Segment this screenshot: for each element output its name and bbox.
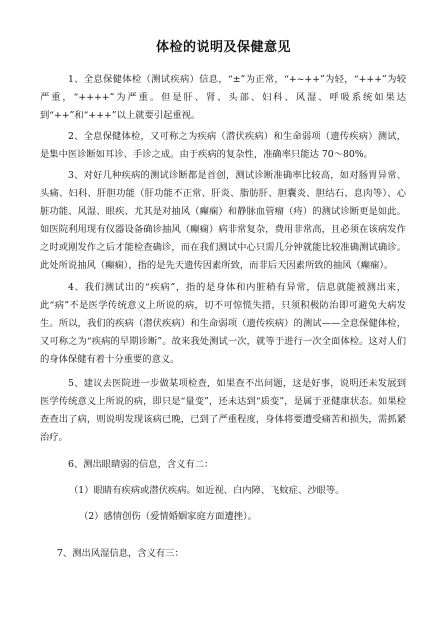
- paragraph-5: 5、建议去医院进一步做某项检查，如果查不出问题，这是好事，说明还未发展到医学传统意义上所说的病，即只是“量变”，还未达到“质变”，是属于亚健康状态。如果检查查出了病，则说明发现该病已晚，已到了严重程度，身体将要遭受痛苦和损失，需抓紧治疗。: [40, 378, 406, 443]
- paragraph-3: 3、对好几种疾病的测试诊断都是首创，测试诊断准确率比较高，如对肠胃异常、头痛、妇科、肝胆功能（肝功能不正常、肝炎、脂肪肝、胆囊炎、胆结石、息肉等）、心脏功能、风湿、眼疾、尤其是对抽风（癫痫）和静脉血管瘤（痔）的测试诊断更是如此。如医院利用现有仪器设备确诊抽风（癫痫）病非常复杂，费用非常高，且必须在该病发作之时或刚发作之后才能检查确诊，而在我们测试中心只需几分钟就能比较准确测试确诊。此处所说抽风（癫痫），指的是先天遗传因素所致，而非后天因素所致的抽风（癫痫）。: [40, 170, 406, 271]
- document-body: [40, 71, 406, 563]
- eye-meaning-2: （2）感情创伤（爱情婚姻家庭方面遭挫）。: [79, 511, 257, 522]
- paragraph-7-heading: 7、测出风湿信息，含义有三：: [57, 548, 184, 559]
- paragraph-1: 1、全息保健体检（测试疾病）信息，“±”为正常，“+~++”为轻，“+++”为较严重，“++++”为严重。但是肝、肾、头部、妇科、风湿、呼吸系统如果达到“++”和“+++”以上就要引起重视。: [40, 74, 406, 121]
- paragraph-2: 2、全息保健体检，又可称之为疾病（潜伏疾病）和生命弱项（遗传疾病）测试，是集中医诊断如耳诊、手诊之成。由于疾病的复杂性，准确率只能达 70～80%。: [40, 131, 406, 160]
- paragraph-6-heading: 6、测出眼睛弱的信息，含义有二：: [68, 459, 214, 470]
- paragraph-4: 4、我们测试出的“疾病”，指的是身体和内脏稍有异常，信息就能被测出来，此“病”不是医学传统意义上所说的病，切不可惊慌失措，只须积极防治即可避免大病发生。所以，我们的疾病（潜伏疾病）和生命弱项（遗传疾病）的测试——全息保健体检，又可称之为“疾病的早期诊断”。故来我处测试一次，就等于进行一次全面体检。这对人们的身体保健有着十分重要的意义。: [40, 282, 406, 365]
- document-title: 体检的说明及保健意见: [155, 40, 291, 55]
- eye-meaning-1: （1）眼睛有疾病或潜伏疾病。如近视、白内障、飞蚊症、沙眼等。: [69, 485, 345, 496]
